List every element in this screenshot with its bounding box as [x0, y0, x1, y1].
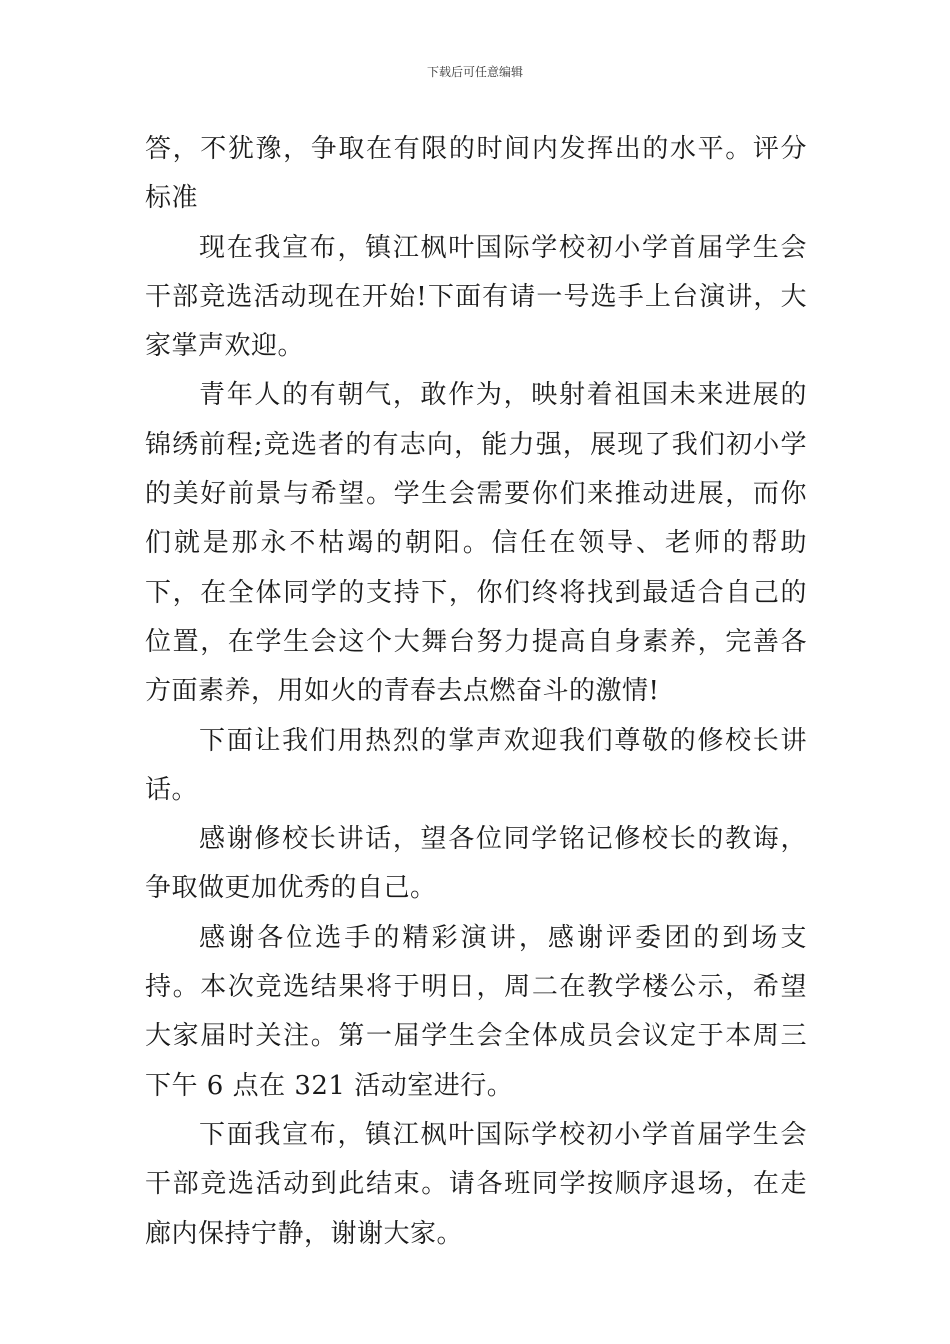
paragraph-6: 感谢各位选手的精彩演讲，感谢评委团的到场支持。本次竞选结果将于明日，周二在教学楼公示，希望大家届时关注。第一届学生会全体成员会议定于本周三下午 6 点在 321 活动室进行。	[145, 922, 807, 1101]
paragraph-5: 感谢修校长讲话，望各位同学铭记修校长的教诲，争取做更加优秀的自己。	[145, 824, 807, 904]
paragraph-2: 现在我宣布，镇江枫叶国际学校初小学首届学生会干部竞选活动现在开始!下面有请一号选手上台演讲，大家掌声欢迎。	[145, 232, 807, 362]
paragraph-3: 青年人的有朝气，敢作为，映射着祖国未来进展的锦绣前程;竞选者的有志向，能力强，展现了我们初小学的美好前景与希望。学生会需要你们来推动进展，而你们就是那永不枯竭的朝阳。信任在领导、老师的帮助下，在全体同学的支持下，你们终将找到最适合自己的位置，在学生会这个大舞台努力提高自身素养，完善各方面素养，用如火的青春去点燃奋斗的激情!	[145, 380, 807, 707]
document-body	[145, 125, 807, 1259]
header-note: 下载后可任意编辑	[426, 65, 523, 79]
paragraph-1: 答，不犹豫，争取在有限的时间内发挥出的水平。评分标准	[145, 134, 807, 214]
paragraph-4: 下面让我们用热烈的掌声欢迎我们尊敬的修校长讲话。	[145, 725, 807, 805]
paragraph-7: 下面我宣布，镇江枫叶国际学校初小学首届学生会干部竞选活动到此结束。请各班同学按顺序退场，在走廊内保持宁静，谢谢大家。	[145, 1119, 807, 1249]
